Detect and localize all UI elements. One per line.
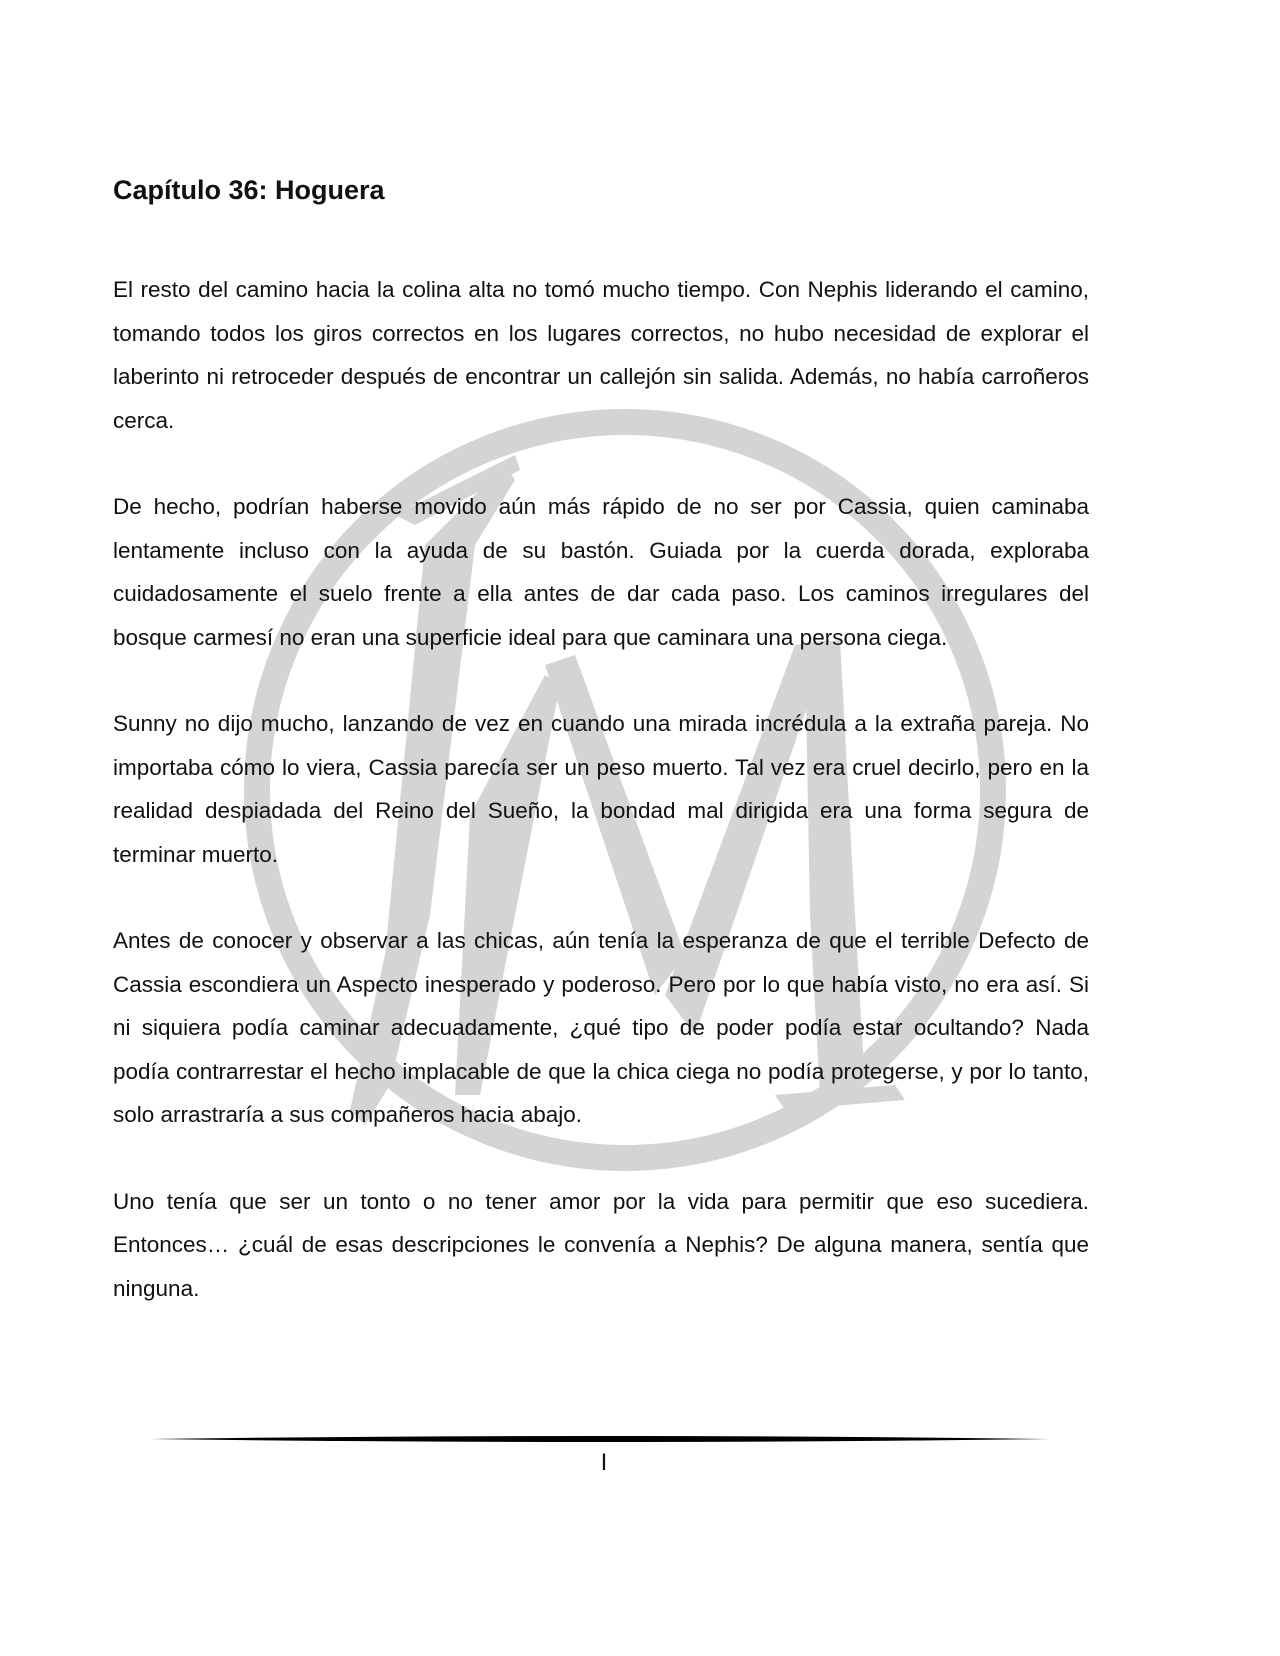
paragraph: Uno tenía que ser un tonto o no tener amor por la vida para permitir que eso sucediera. Entonces… ¿cuál de esas descripciones le convenía a Nephis? De alguna manera, sentía que ninguna. (113, 1188, 1089, 1301)
page-number: I (600, 1449, 608, 1476)
paragraph: De hecho, podrían haberse movido aún más rápido de no ser por Cassia, quien caminaba lentamente incluso con la ayuda de su bastón. Guiada por la cuerda dorada, exploraba cuidadosamente el suelo frente a ella antes de dar cada paso. Los caminos irregulares del bosque carmesí no eran una superficie ideal para que caminara una persona ciega. (113, 494, 1089, 650)
page-content (113, 174, 1089, 1353)
footer-divider (150, 1432, 1050, 1446)
paragraph: El resto del camino hacia la colina alta no tomó mucho tiempo. Con Nephis liderando el camino, tomando todos los giros correctos en los lugares correctos, no hubo necesidad de explorar el laberinto ni retroceder después de encontrar un callejón sin salida. Además, no había carroñeros cerca. (113, 277, 1089, 433)
paragraph: Antes de conocer y observar a las chicas, aún tenía la esperanza de que el terrible Defecto de Cassia escondiera un Aspecto inesperado y poderoso. Pero por lo que había visto, no era así. Si ni siquiera podía caminar adecuadamente, ¿qué tipo de poder podía estar ocultando? Nada podía contrarrestar el hecho implacable de que la chica ciega no podía protegerse, y por lo tanto, solo arrastraría a sus compañeros hacia abajo. (113, 928, 1089, 1128)
chapter-title: Capítulo 36: Hoguera (113, 175, 385, 205)
paragraph: Sunny no dijo mucho, lanzando de vez en cuando una mirada incrédula a la extraña pareja. No importaba cómo lo viera, Cassia parecía ser un peso muerto. Tal vez era cruel decirlo, pero en la realidad despiadada del Reino del Sueño, la bondad mal dirigida era una forma segura de terminar muerto. (113, 711, 1089, 867)
